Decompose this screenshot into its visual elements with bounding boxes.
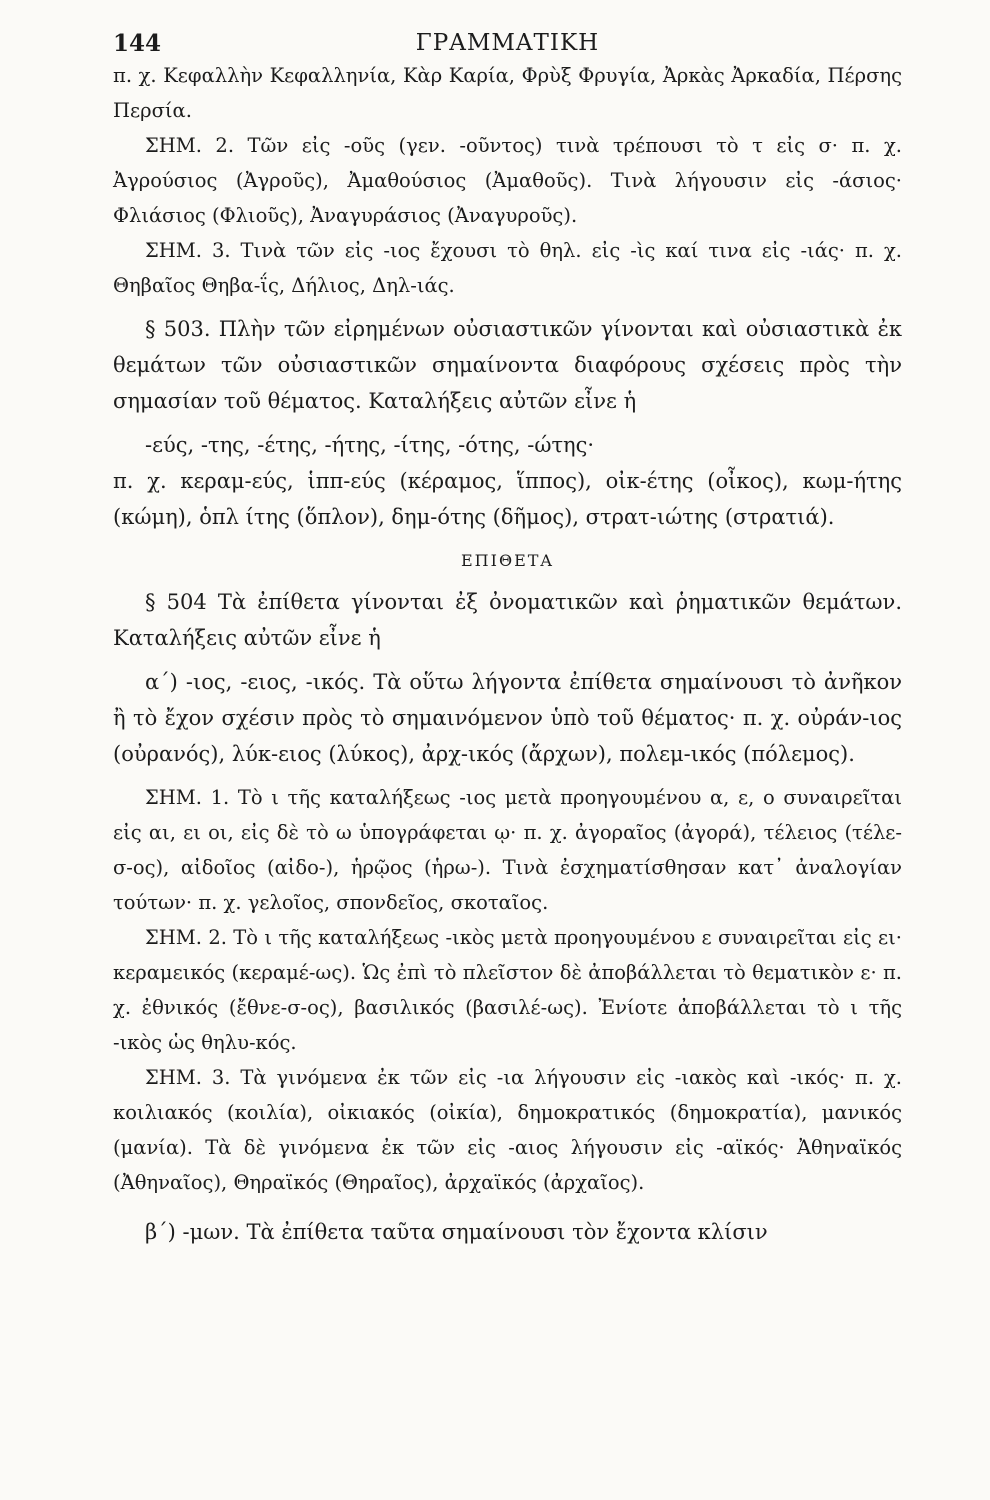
page-number: 144 [113,30,162,57]
note-2-ikos: ΣΗΜ. 2. Τὸ ι τῆς καταλήξεως -ικὸς μετὰ προηγουμένου ε συναιρεῖται εἰς ει· κεραμεικός (κεραμέ-ως). Ὡς ἐπὶ τὸ πλεῖστον δὲ ἀποβάλλεται τὸ θεματικὸν ε· π. χ. ἐθνικός (ἔθνε-σ-ος), βασιλικός (βασιλέ-ως). Ἐνίοτε ἀποβάλλεται τὸ ι τῆς -ικὸς ὡς θηλυ-κός. [113,926,902,1054]
running-title: ΓΡΑΜΜΑΤΙΚΗ [415,30,600,56]
note-2-ous: ΣΗΜ. 2. Τῶν εἰς -οῦς (γεν. -οῦντος) τινὰ τρέπουσι τὸ τ εἰς σ· π. χ. Ἀγρούσιος (Ἀγροῦς), Ἀμαθούσιος (Ἀμαθοῦς). Τινὰ λήγουσιν εἰς -άσιος· Φλιάσιος (Φλιοῦς), Ἀναγυράσιος (Ἀναγυροῦς). [113,134,902,227]
suffix-list: -εύς, -της, -έτης, -ήτης, -ίτης, -ότης, -ώτης· [145,433,595,457]
subsection-beta: β΄) -μων. Τὰ ἐπίθετα ταῦτα σημαίνουσι τὸν ἔχοντα κλίσιν [145,1220,768,1244]
note-1-ios: ΣΗΜ. 1. Τὸ ι τῆς καταλήξεως -ιος μετὰ προηγουμένου α, ε, ο συναιρεῖται εἰς αι, ει οι, εἰς δὲ τὸ ω ὑπογράφεται ῳ· π. χ. ἀγοραῖος (ἀγορά), τέλειος (τέλε-σ-ος), αἰδοῖος (αἰδο-), ἡρῷος (ἡρω-). Τινὰ ἐσχηματίσθησαν κατ᾽ ἀναλογίαν τούτων· π. χ. γελοῖος, σπονδεῖος, σκοταῖος. [113,786,902,914]
page-header [113,18,902,58]
section-503: § 503. Πλὴν τῶν εἰρημένων οὐσιαστικῶν γίνονται καὶ οὐσιαστικὰ ἐκ θεμάτων τῶν οὐσιαστικῶν σημαίνοντα διαφόρους σχέσεις πρὸς τὴν σημασίαν τοῦ θέματος. Καταλήξεις αὐτῶν εἶνε ἡ [113,317,902,413]
section-heading-epitheta: ΕΠΙΘΕΤΑ [461,551,554,570]
subsection-alpha: α΄) -ιος, -ειος, -ικός. Τὰ οὕτω λήγοντα ἐπίθετα σημαίνουσι τὸ ἀνῆκον ἢ τὸ ἔχον σχέσιν πρὸς τὸ σημαινόμενον ὑπὸ τοῦ θέματος· π. χ. οὐράν-ιος (οὐρανός), λύκ-ειος (λύκος), ἀρχ-ικός (ἄρχων), πολεμ-ικός (πόλεμος). [113,670,902,766]
paragraph-examples-ethnic: π. χ. Κεφαλλὴν Κεφαλληνία, Κὰρ Καρία, Φρὺξ Φρυγία, Ἀρκὰς Ἀρκαδία, Πέρσης Περσία. [113,64,902,122]
note-3-ios: ΣΗΜ. 3. Τινὰ τῶν εἰς -ιος ἔχουσι τὸ θηλ. εἰς -ὶς καί τινα εἰς -ιάς· π. χ. Θηβαῖος Θηβα-ΐς, Δήλιος, Δηλ-ιάς. [113,239,902,297]
note-3-iakos: ΣΗΜ. 3. Τὰ γινόμενα ἐκ τῶν εἰς -ια λήγουσιν εἰς -ιακὸς καὶ -ικός· π. χ. κοιλιακός (κοιλία), οἰκιακός (οἰκία), δημοκρατικός (δημοκρατία), μανικός (μανία). Τὰ δὲ γινόμενα ἐκ τῶν εἰς -αιος λήγουσιν εἰς -αϊκός· Ἀθηναϊκός (Ἀθηναῖος), Θηραϊκός (Θηραῖος), ἀρχαϊκός (ἀρχαῖος). [113,1066,902,1194]
section-504: § 504 Τὰ ἐπίθετα γίνονται ἐξ ὀνοματικῶν καὶ ῥηματικῶν θεμάτων. Καταλήξεις αὐτῶν εἶνε ἡ [113,590,902,650]
suffix-examples: π. χ. κεραμ-εύς, ἱππ-εύς (κέραμος, ἵππος), οἰκ-έτης (οἶκος), κωμ-ήτης (κώμη), ὁπλ ίτης (ὅπλον), δημ-ότης (δῆμος), στρατ-ιώτης (στρατιά). [113,469,902,529]
